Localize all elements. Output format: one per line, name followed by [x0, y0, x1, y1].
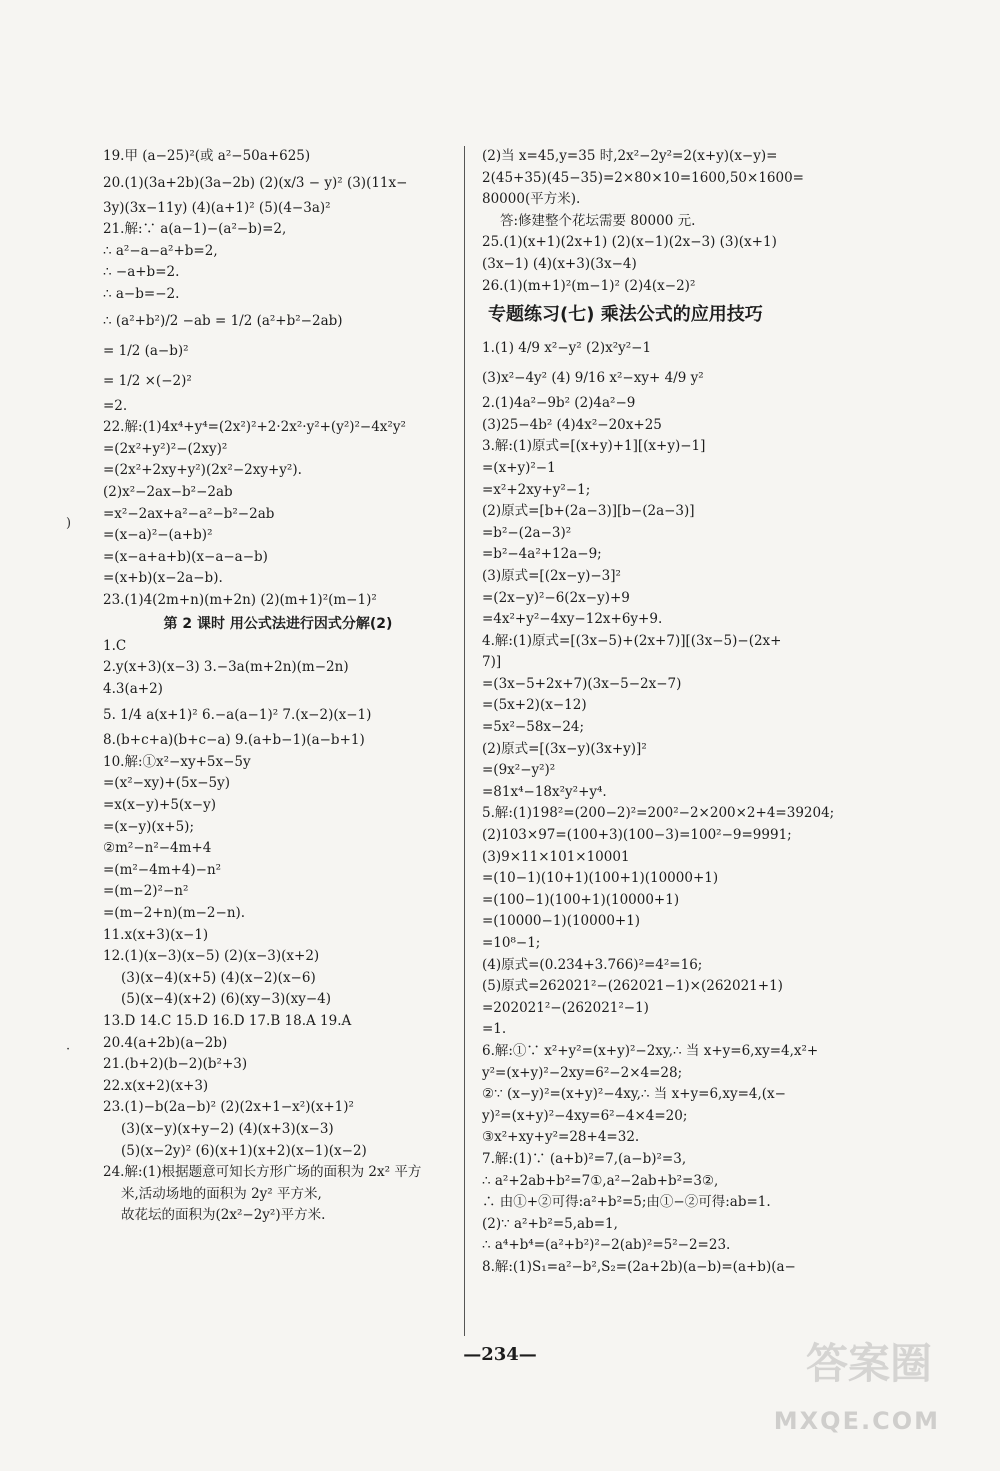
text-line: ∴ −a+b=2. — [103, 264, 180, 281]
text-line: (3)x²−4y² (4) 9/16 x²−xy+ 4/9 y² — [482, 370, 704, 387]
text-line: 3.解:(1)原式=[(x+y)+1][(x+y)−1] — [482, 438, 706, 455]
column-divider — [464, 146, 465, 1336]
text-line: (4)原式=(0.234+3.766)²=4²=16; — [482, 956, 703, 973]
text-line: y)²=(x+y)²−4xy=6²−4×4=20; — [482, 1107, 688, 1124]
text-line: (2)原式=[b+(2a−3)][b−(2a−3)] — [482, 503, 695, 520]
text-line: ②m²−n²−4m+4 — [103, 840, 212, 857]
text-line: 25.(1)(x+1)(2x+1) (2)(x−1)(2x−3) (3)(x+1) — [482, 234, 777, 251]
text-line: (2)∵ a²+b²=5,ab=1, — [482, 1215, 618, 1232]
text-line: =81x⁴−18x²y²+y⁴. — [482, 783, 607, 800]
text-line: 21.解:∵ a(a−1)−(a²−b)=2, — [103, 221, 287, 238]
text-line: 7.解:(1)∵ (a+b)²=7,(a−b)²=3, — [482, 1150, 687, 1167]
binding-mark: · — [66, 1042, 71, 1057]
text-line: =(9x²−y²)² — [482, 762, 556, 779]
text-line: =(x−y)(x+5); — [103, 818, 194, 835]
text-line: =(m−2+n)(m−2−n). — [103, 905, 246, 922]
text-line: (2)103×97=(100+3)(100−3)=100²−9=9991; — [482, 827, 792, 844]
text-line: 11.x(x+3)(x−1) — [103, 926, 209, 943]
text-line: = 1/2 (a−b)² — [103, 342, 189, 359]
binding-mark: ) — [66, 516, 72, 531]
text-line: 答:修建整个花坛需要 80000 元. — [500, 212, 696, 229]
text-line: 21.(b+2)(b−2)(b²+3) — [103, 1056, 248, 1073]
text-line: =5x²−58x−24; — [482, 719, 585, 736]
text-line: (5)(x−2y)² (6)(x+1)(x+2)(x−1)(x−2) — [121, 1142, 367, 1159]
text-line: ∴ a⁴+b⁴=(a²+b²)²−2(ab)²=5²−2=23. — [482, 1237, 731, 1254]
text-line: =x(x−y)+5(x−y) — [103, 797, 216, 814]
text-line: (5)(x−4)(x+2) (6)(xy−3)(xy−4) — [121, 991, 331, 1008]
text-line: 故花坛的面积为(2x²−2y²)平方米. — [121, 1207, 326, 1224]
text-line: y²=(x+y)²−2xy=6²−2×4=28; — [482, 1064, 683, 1081]
text-line: =x²+2xy+y²−1; — [482, 481, 591, 498]
text-line: ∴ (a²+b²)/2 −ab = 1/2 (a²+b²−2ab) — [103, 312, 343, 329]
text-line: (2)当 x=45,y=35 时,2x²−2y²=2(x+y)(x−y)= — [482, 148, 778, 164]
watermark-text: MXQE.COM — [773, 1407, 940, 1435]
text-line: =x²−2ax+a²−a²−b²−2ab — [103, 505, 275, 522]
text-line: 8.(b+c+a)(b+c−a) 9.(a+b−1)(a−b+1) — [103, 732, 365, 749]
text-line: 10.解:①x²−xy+5x−5y — [103, 753, 251, 770]
text-line: =(10−1)(10+1)(100+1)(10000+1) — [482, 870, 719, 887]
text-line: =b²−4a²+12a−9; — [482, 546, 602, 563]
text-line: =(x+b)(x−2a−b). — [103, 570, 223, 587]
text-line: =(2x−y)²−6(2x−y)+9 — [482, 589, 630, 606]
text-line: 8.解:(1)S₁=a²−b²,S₂=(2a+2b)(a−b)=(a+b)(a− — [482, 1258, 796, 1275]
text-line: 20.(1)(3a+2b)(3a−2b) (2)(x/3 − y)² (3)(11x− — [103, 174, 408, 191]
text-line: 12.(1)(x−3)(x−5) (2)(x−3)(x+2) — [103, 948, 320, 965]
text-line: =4x²+y²−4xy−12x+6y+9. — [482, 611, 663, 628]
text-line: =1. — [482, 1021, 507, 1038]
text-line: =(5x+2)(x−12) — [482, 697, 587, 714]
text-line: =(2x²+2xy+y²)(2x²−2xy+y²). — [103, 462, 302, 479]
text-line: 19.甲 (a−25)²(或 a²−50a+625) — [103, 148, 311, 164]
text-line: ∴ 由①+②可得:a²+b²=5;由①−②可得:ab=1. — [482, 1194, 771, 1211]
text-line: 23.(1)4(2m+n)(m+2n) (2)(m+1)²(m−1)² — [103, 591, 377, 608]
text-line: = 1/2 ×(−2)² — [103, 372, 192, 389]
text-line: =(100−1)(100+1)(10000+1) — [482, 891, 680, 908]
left-column — [103, 146, 453, 1227]
text-line: (2)x²−2ax−b²−2ab — [103, 483, 233, 500]
text-line: (2)原式=[(3x−y)(3x+y)]² — [482, 740, 647, 757]
text-line: 5.解:(1)198²=(200−2)²=200²−2×200×2+4=39204; — [482, 805, 835, 822]
text-line: =(2x²+y²)²−(2xy)² — [103, 440, 228, 457]
text-line: 5. 1/4 a(x+1)² 6.−a(a−1)² 7.(x−2)(x−1) — [103, 707, 372, 724]
text-line: =10⁸−1; — [482, 935, 541, 951]
text-line: =b²−(2a−3)² — [482, 524, 572, 541]
text-line: 20.4(a+2b)(a−2b) — [103, 1034, 228, 1051]
text-line: ③x²+xy+y²=28+4=32. — [482, 1129, 640, 1146]
text-line: 1.C — [103, 637, 127, 654]
text-line: 13.D 14.C 15.D 16.D 17.B 18.A 19.A — [103, 1013, 352, 1029]
text-line: 3y)(3x−11y) (4)(a+1)² (5)(4−3a)² — [103, 199, 331, 216]
text-line: (3)(x−4)(x+5) (4)(x−2)(x−6) — [121, 969, 316, 986]
text-line: (3)25−4b² (4)4x²−20x+25 — [482, 416, 662, 433]
text-line: 2.(1)4a²−9b² (2)4a²−9 — [482, 395, 636, 412]
text-line: 6.解:①∵ x²+y²=(x+y)²−2xy,∴ 当 x+y=6,xy=4,x²+ — [482, 1042, 819, 1059]
text-line: 米,活动场地的面积为 2y² 平方米, — [121, 1185, 322, 1202]
text-line: 2(45+35)(45−35)=2×80×10=1600,50×1600= — [482, 169, 804, 186]
text-line: =(x−a+a+b)(x−a−a−b) — [103, 548, 268, 565]
text-line: ∴ a²+2ab+b²=7①,a²−2ab+b²=3②, — [482, 1172, 719, 1189]
text-line: 22.x(x+2)(x+3) — [103, 1077, 209, 1094]
text-line: (3)9×11×101×10001 — [482, 848, 630, 865]
section-heading: 专题练习(七) 乘法公式的应用技巧 — [488, 304, 763, 326]
text-line: 2.y(x+3)(x−3) 3.−3a(m+2n)(m−2n) — [103, 659, 349, 676]
section-heading: 第 2 课时 用公式法进行因式分解(2) — [163, 615, 393, 632]
text-line: 80000(平方米). — [482, 191, 581, 208]
text-line: ②∵ (x−y)²=(x+y)²−4xy,∴ 当 x+y=6,xy=4,(x− — [482, 1086, 786, 1103]
text-line: (3)(x−y)(x+y−2) (4)(x+3)(x−3) — [121, 1120, 334, 1137]
text-line: =(x−a)²−(a+b)² — [103, 527, 213, 544]
text-line: =(10000−1)(10000+1) — [482, 913, 641, 930]
text-line: 23.(1)−b(2a−b)² (2)(2x+1−x²)(x+1)² — [103, 1099, 354, 1116]
watermark-logo — [773, 1333, 972, 1443]
text-line: =202021²−(262021²−1) — [482, 999, 649, 1016]
text-line: 4.3(a+2) — [103, 680, 163, 697]
text-line: 1.(1) 4/9 x²−y² (2)x²y²−1 — [482, 340, 652, 357]
text-line: 26.(1)(m+1)²(m−1)² (2)4(x−2)² — [482, 277, 696, 294]
text-line: ∴ a−b=−2. — [103, 285, 180, 302]
text-line: =(x²−xy)+(5x−5y) — [103, 775, 230, 792]
text-line: ∴ a²−a−a²+b=2, — [103, 242, 218, 259]
text-line: =(3x−5+2x+7)(3x−5−2x−7) — [482, 675, 682, 692]
watermark-glyph: 答案圈 — [805, 1339, 932, 1388]
text-line: =2. — [103, 397, 128, 414]
text-line: (5)原式=262021²−(262021−1)×(262021+1) — [482, 978, 783, 995]
text-line: 22.解:(1)4x⁴+y⁴=(2x²)²+2·2x²·y²+(y²)²−4x²y² — [103, 419, 406, 436]
text-line: 24.解:(1)根据题意可知长方形广场的面积为 2x² 平方 — [103, 1164, 422, 1181]
text-line: =(x+y)²−1 — [482, 459, 556, 476]
text-line: (3x−1) (4)(x+3)(3x−4) — [482, 255, 637, 272]
text-line: =(m−2)²−n² — [103, 883, 189, 900]
text-line: 4.解:(1)原式=[(3x−5)+(2x+7)][(3x−5)−(2x+ — [482, 632, 782, 649]
text-line: 7)] — [482, 654, 502, 671]
page-number: —234— — [463, 1344, 537, 1365]
right-column — [482, 146, 840, 1279]
text-line: =(m²−4m+4)−n² — [103, 861, 222, 878]
text-line: (3)原式=[(2x−y)−3]² — [482, 567, 621, 584]
